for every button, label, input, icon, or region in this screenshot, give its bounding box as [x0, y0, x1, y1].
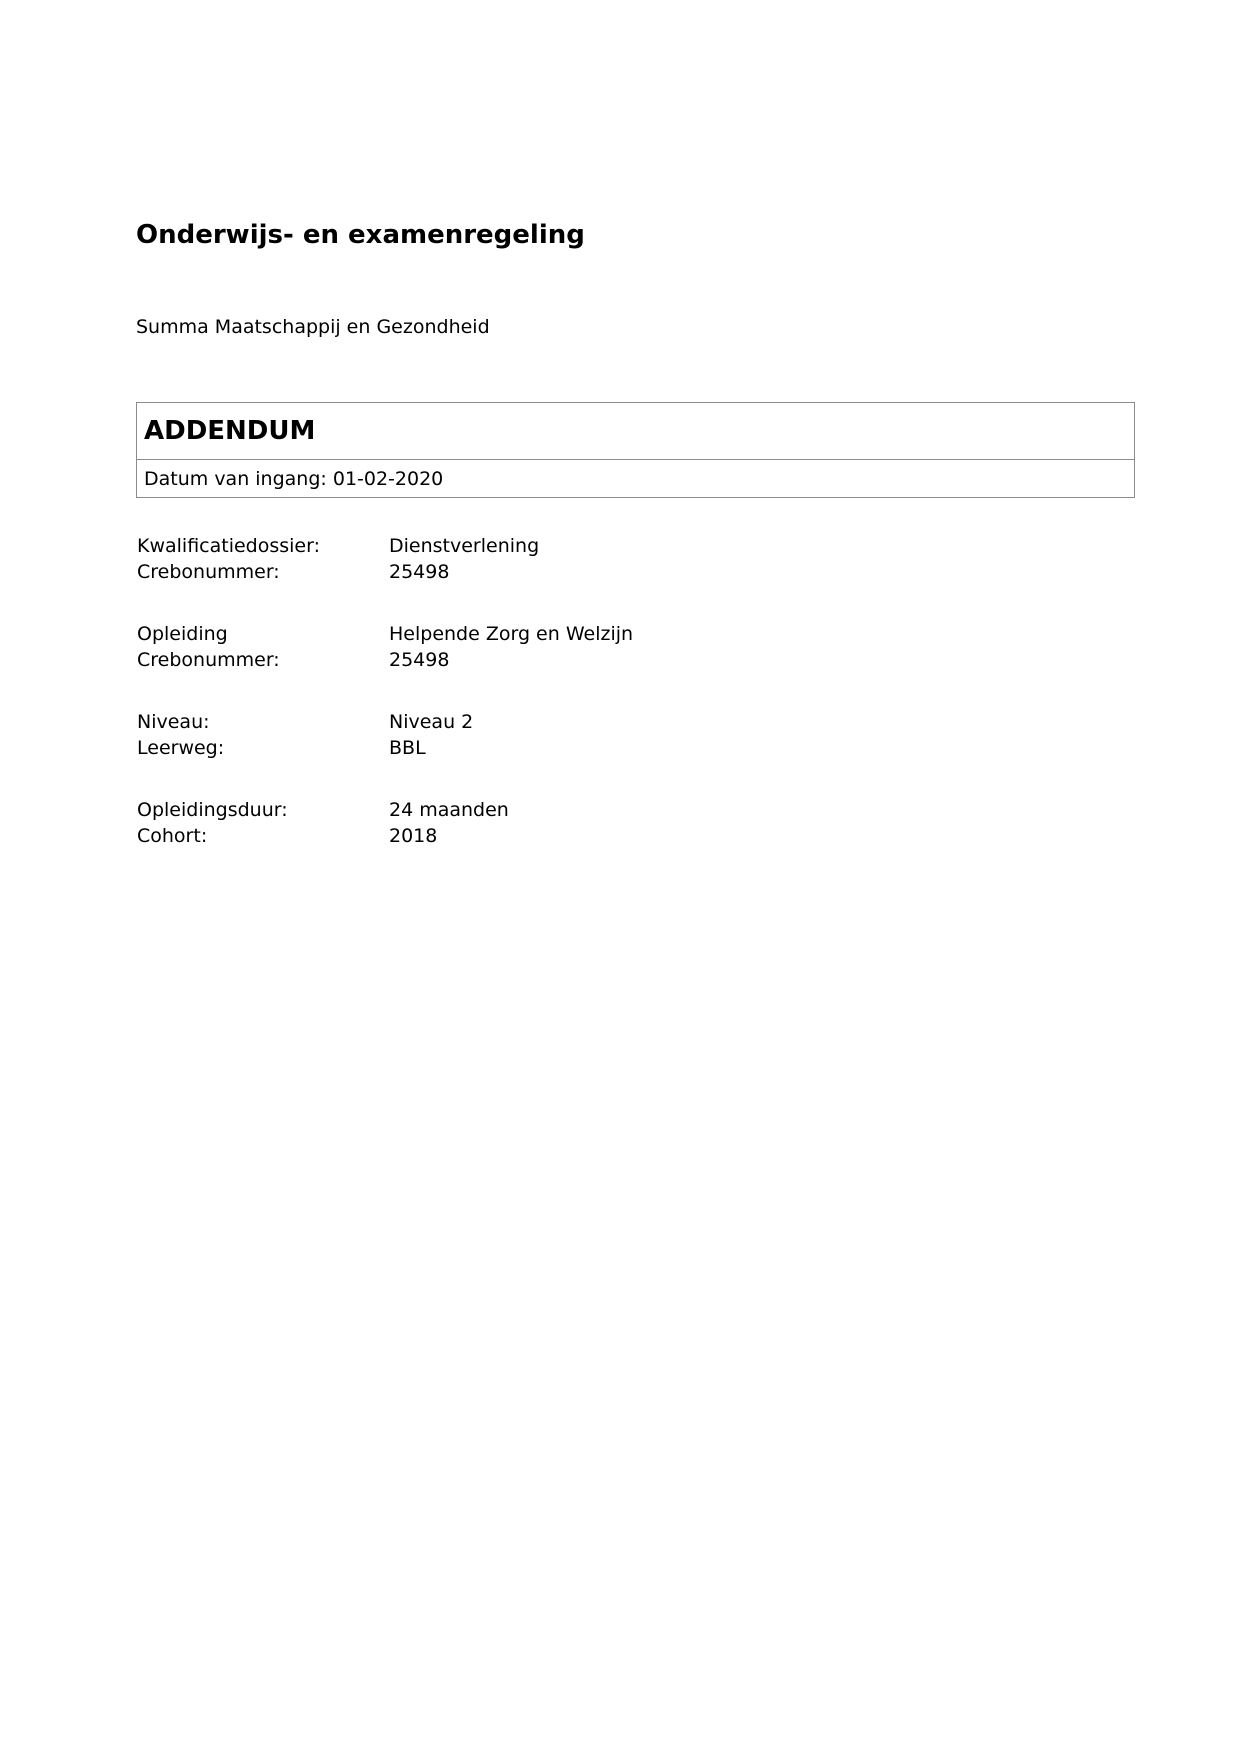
- field-value-opleidingsduur: 24 maanden: [389, 799, 509, 821]
- addendum-box: [136, 402, 1135, 498]
- field-value-opleiding: Helpende Zorg en Welzijn: [389, 623, 634, 645]
- field-label-leerweg: Leerweg:: [137, 737, 225, 759]
- field-label-opleiding: Opleiding: [137, 623, 228, 645]
- document-title: Onderwijs- en examenregeling: [136, 220, 585, 250]
- field-group-level: [137, 709, 837, 761]
- field-group-qualification: [137, 533, 837, 585]
- field-row: [137, 621, 837, 647]
- effective-date: Datum van ingang: 01-02-2020: [144, 467, 444, 490]
- field-row: [137, 559, 837, 585]
- field-label-opleidingsduur: Opleidingsduur:: [137, 799, 288, 821]
- field-value-cohort: 2018: [389, 825, 438, 847]
- field-label-crebonummer: Crebonummer:: [137, 561, 280, 583]
- field-value-leerweg: BBL: [389, 737, 426, 759]
- field-group-duration: [137, 797, 837, 849]
- institution-name: Summa Maatschappij en Gezondheid: [136, 316, 490, 338]
- field-row: [137, 735, 837, 761]
- field-row: [137, 647, 837, 673]
- details-list: [137, 533, 837, 885]
- field-value-kwalificatiedossier: Dienstverlening: [389, 535, 540, 557]
- field-row: [137, 823, 837, 849]
- addendum-heading: ADDENDUM: [144, 416, 316, 446]
- field-label-crebonummer: Crebonummer:: [137, 649, 280, 671]
- field-label-niveau: Niveau:: [137, 711, 210, 733]
- field-label-kwalificatiedossier: Kwalificatiedossier:: [137, 535, 321, 557]
- field-value-crebonummer: 25498: [389, 561, 450, 583]
- field-value-niveau: Niveau 2: [389, 711, 474, 733]
- field-group-program: [137, 621, 837, 673]
- field-row: [137, 797, 837, 823]
- addendum-header: [137, 403, 1134, 460]
- field-row: [137, 709, 837, 735]
- field-value-crebonummer: 25498: [389, 649, 450, 671]
- field-label-cohort: Cohort:: [137, 825, 208, 847]
- field-row: [137, 533, 837, 559]
